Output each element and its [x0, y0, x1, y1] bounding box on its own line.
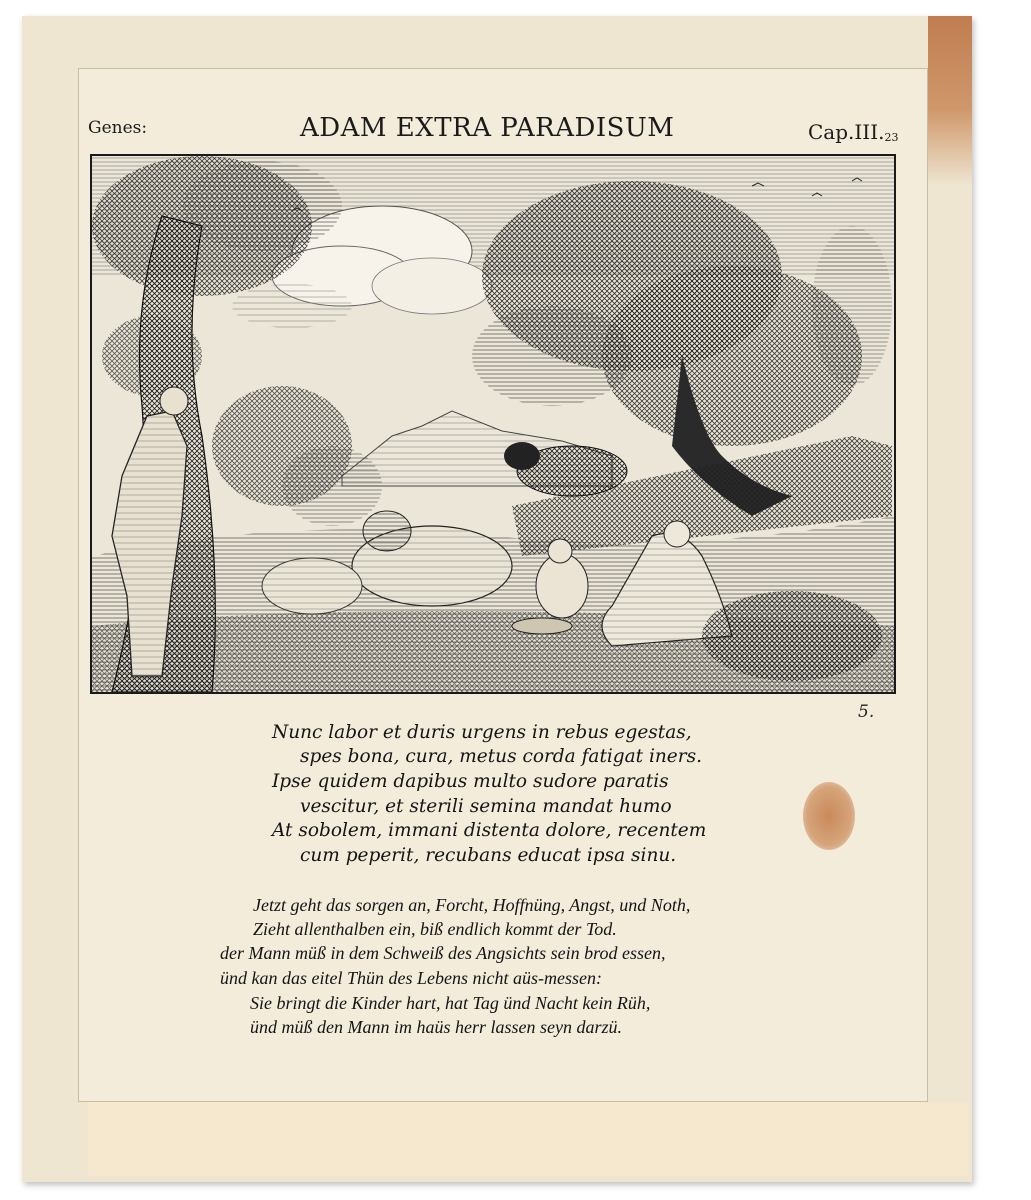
engraving-illustration	[90, 154, 896, 694]
corner-stain	[928, 16, 972, 186]
latin-line-1: Nunc labor et duris urgens in rebus egestas,	[272, 722, 692, 743]
mounting-tape	[88, 1102, 968, 1176]
latin-line-4: vescitur, et sterili semina mandat humo	[300, 796, 672, 817]
verse-number: 23	[884, 131, 899, 144]
landscape-scene	[92, 156, 894, 692]
chapter-text: Cap.III.	[808, 120, 885, 144]
latin-line-6: cum peperit, recubans educat ipsa sinu.	[300, 845, 677, 866]
german-line-1: Jetzt geht das sorgen an, Forcht, Hoffnüng, Angst, und Noth,	[253, 895, 691, 915]
book-label: Genes:	[88, 118, 148, 138]
latin-line-5: At sobolem, immani distenta dolore, recentem	[272, 820, 707, 841]
german-line-3: der Mann müß in dem Schweiß des Angsichts sein brod essen,	[220, 943, 666, 963]
chapter-label	[808, 120, 898, 144]
page-title: ADAM EXTRA PARADISUM	[300, 113, 675, 143]
latin-line-2: spes bona, cura, metus corda fatigat iners.	[300, 746, 702, 767]
german-line-5: Sie bringt die Kinder hart, hat Tag ünd Nacht kein Rüh,	[250, 993, 651, 1013]
foxing-spot	[803, 782, 855, 850]
plate-number: 5.	[858, 702, 875, 722]
german-line-6: ünd müß den Mann im haüs herr lassen seyn darzü.	[250, 1017, 622, 1037]
german-line-4: ünd kan das eitel Thün des Lebens nicht aüs-messen:	[220, 968, 602, 988]
latin-line-3: Ipse quidem dapibus multo sudore paratis	[272, 771, 669, 792]
german-line-2: Zieht allenthalben ein, biß endlich kommt der Tod.	[253, 919, 617, 939]
